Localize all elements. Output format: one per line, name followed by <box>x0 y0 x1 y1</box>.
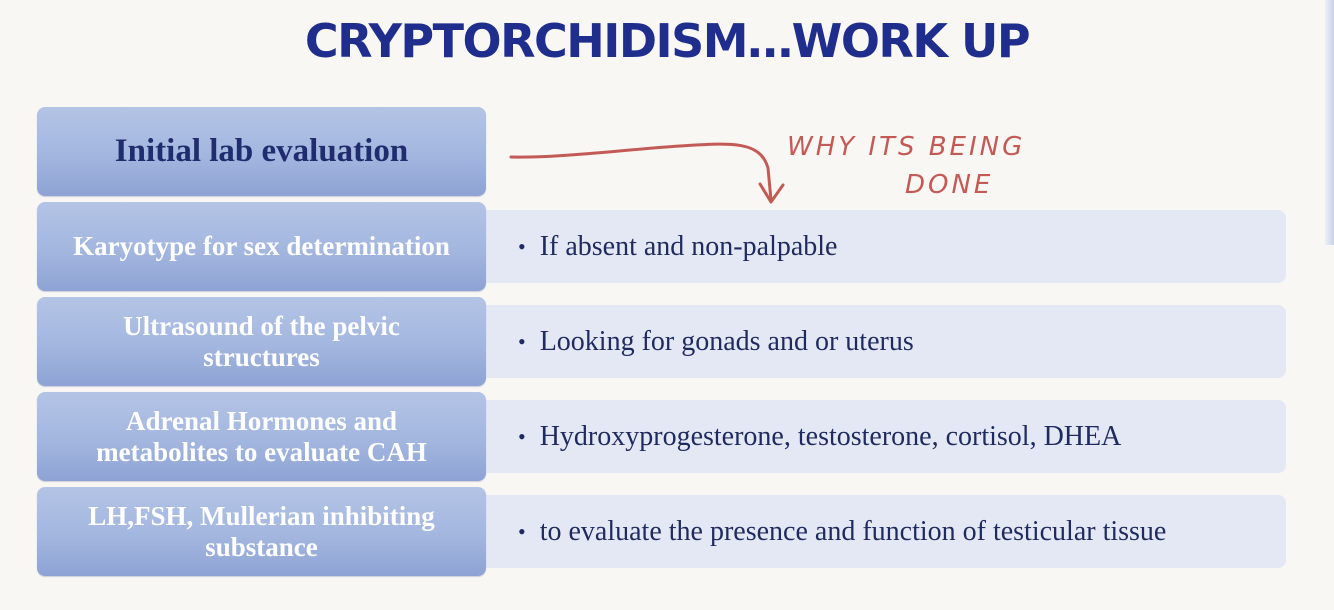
annotation-line-2: DONE <box>905 170 994 200</box>
test-label: Adrenal Hormones and metabolites to evaluate CAH <box>96 405 427 467</box>
annotation-text-why <box>787 132 1025 162</box>
detail-text: Looking for gonads and or uterus <box>539 325 914 357</box>
detail-row-3 <box>486 400 1286 473</box>
detail-text: If absent and non-palpable <box>539 230 838 262</box>
detail-row-2 <box>486 305 1286 378</box>
bullet: • <box>518 518 526 544</box>
annotation-text-done <box>905 170 993 200</box>
bullet: • <box>518 423 526 449</box>
test-box-4 <box>37 487 486 576</box>
bullet: • <box>518 233 526 259</box>
bullet: • <box>518 328 526 354</box>
annotation-line-1: WHY ITS BEING <box>787 132 1026 162</box>
detail-text: to evaluate the presence and function of testicular tissue <box>539 515 1167 547</box>
detail-text: Hydroxyprogesterone, testosterone, cortisol, DHEA <box>539 420 1122 452</box>
header-box <box>37 107 486 196</box>
test-box-2 <box>37 297 486 386</box>
detail-row-1 <box>486 210 1286 283</box>
test-box-3 <box>37 392 486 481</box>
slide-title: CRYPTORCHIDISM…WORK UP <box>304 14 1030 68</box>
test-label: LH,FSH, Mullerian inhibiting substance <box>88 500 435 562</box>
test-label: Ultrasound of the pelvic structures <box>123 310 400 372</box>
test-label: Karyotype for sex determination <box>73 231 450 261</box>
detail-row-4 <box>486 495 1286 568</box>
test-box-1 <box>37 202 486 291</box>
header-box-label: Initial lab evaluation <box>114 133 409 169</box>
